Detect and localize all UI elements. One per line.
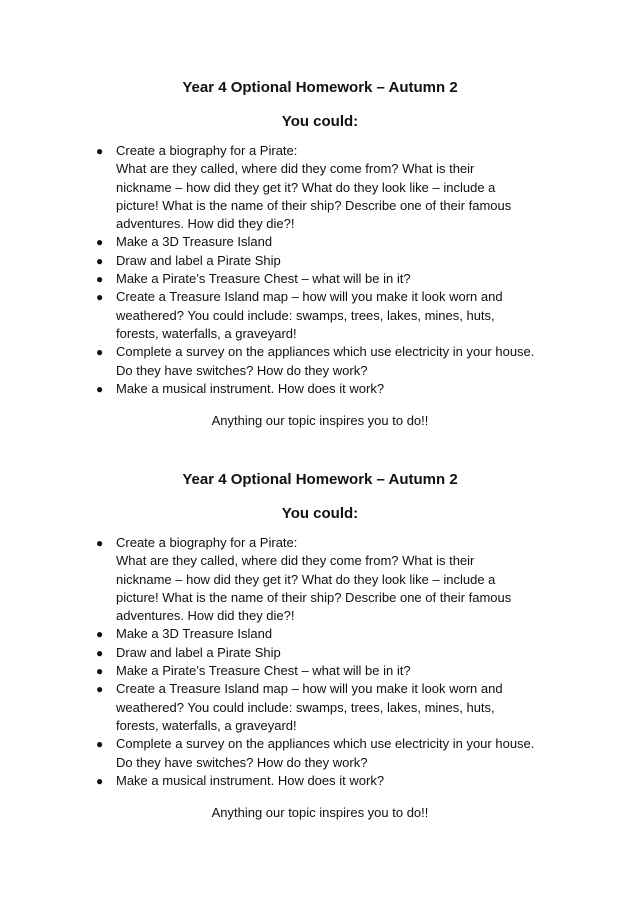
bullet-icon: ● [96, 664, 104, 679]
list-item-text: nickname – how did they get it? What do they look like – include a [116, 571, 496, 587]
list-item-text: picture! What is the name of their ship? Describe one of their famous [116, 589, 512, 605]
bullet-icon: ● [96, 773, 104, 788]
bullet-icon: ● [96, 253, 104, 268]
list-item-text: Create a biography for a Pirate: [116, 535, 298, 550]
bullet-icon: ● [96, 144, 104, 158]
list-item-text: nickname – how did they get it? What do they look like – include a [116, 179, 496, 195]
list-item-text: forests, waterfalls, a graveyard! [116, 717, 297, 733]
list-item-text: Complete a survey on the appliances which use electricity in your house. [116, 344, 535, 360]
list-item-text: picture! What is the name of their ship? Describe one of their famous [116, 197, 512, 213]
list-item [0, 662, 640, 680]
bullet-icon: ● [96, 272, 104, 287]
list-item-text: adventures. How did they die?! [116, 608, 295, 624]
closing-line: Anything our topic inspires you to do!! [211, 805, 429, 821]
list-item-text: weathered? You could include: swamps, trees, lakes, mines, huts, [116, 307, 495, 323]
list-item [0, 772, 640, 790]
list-item-text: Make a Pirate’s Treasure Chest – what will be in it? [116, 663, 411, 679]
list-item-text: Make a musical instrument. How does it work? [116, 772, 385, 788]
bullet-icon: ● [96, 682, 104, 697]
list-item [0, 680, 640, 735]
list-item [0, 625, 640, 643]
list-item-text: Create a Treasure Island map – how will you make it look worn and [116, 289, 503, 305]
list-item [0, 252, 640, 270]
bullet-icon: ● [96, 645, 104, 660]
homework-section-1 [0, 78, 640, 430]
list-item-text: Draw and label a Pirate Ship [116, 644, 281, 660]
homework-section-2 [0, 470, 640, 822]
list-item-text: Complete a survey on the appliances which use electricity in your house. [116, 736, 535, 752]
bullet-icon: ● [96, 536, 104, 550]
list-item-text: Create a Treasure Island map – how will you make it look worn and [116, 681, 503, 697]
list-item-text: Make a Pirate’s Treasure Chest – what will be in it? [116, 271, 411, 287]
task-list [0, 534, 640, 790]
list-item [0, 343, 640, 380]
list-item [0, 288, 640, 343]
list-item-text: adventures. How did they die?! [116, 216, 295, 232]
list-item [0, 735, 640, 772]
section-subtitle: You could: [281, 505, 359, 522]
bullet-icon: ● [96, 235, 104, 250]
list-item [0, 270, 640, 288]
list-item-text: Make a musical instrument. How does it work? [116, 380, 385, 396]
list-item [0, 142, 640, 233]
section-subtitle: You could: [281, 113, 359, 130]
list-item-text: Do they have switches? How do they work? [116, 362, 368, 378]
list-item [0, 534, 640, 625]
list-item-text: Make a 3D Treasure Island [116, 626, 273, 642]
list-item-text: Make a 3D Treasure Island [116, 234, 273, 250]
list-item-text: What are they called, where did they come from? What is their [116, 553, 475, 569]
list-item [0, 233, 640, 251]
bullet-icon: ● [96, 290, 104, 305]
list-item-text: What are they called, where did they come from? What is their [116, 161, 475, 177]
list-item-text: Draw and label a Pirate Ship [116, 252, 281, 268]
section-title: Year 4 Optional Homework – Autumn 2 [182, 79, 458, 96]
bullet-icon: ● [96, 627, 104, 642]
list-item [0, 380, 640, 398]
bullet-icon: ● [96, 737, 104, 752]
list-item-text: forests, waterfalls, a graveyard! [116, 325, 297, 341]
bullet-icon: ● [96, 345, 104, 360]
closing-line: Anything our topic inspires you to do!! [211, 413, 429, 429]
list-item-text: weathered? You could include: swamps, trees, lakes, mines, huts, [116, 699, 495, 715]
bullet-icon: ● [96, 381, 104, 396]
section-title: Year 4 Optional Homework – Autumn 2 [182, 471, 458, 488]
task-list [0, 142, 640, 398]
list-item-text: Create a biography for a Pirate: [116, 143, 298, 158]
list-item-text: Do they have switches? How do they work? [116, 754, 368, 770]
list-item [0, 644, 640, 662]
